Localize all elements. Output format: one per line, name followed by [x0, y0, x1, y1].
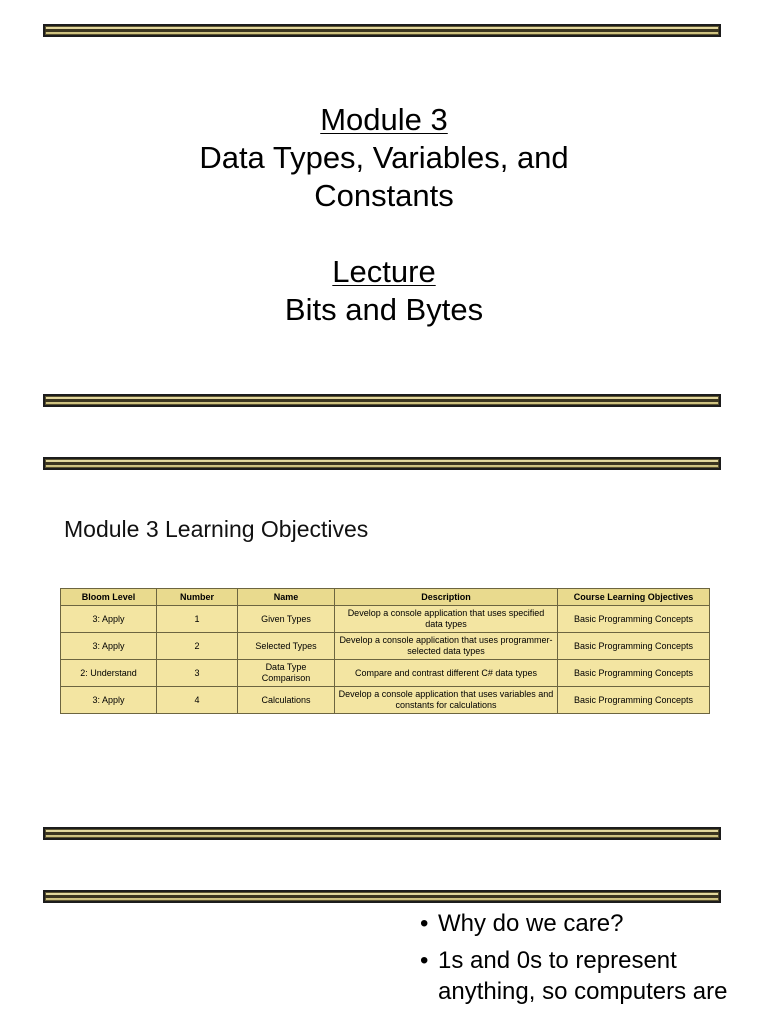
table-row	[61, 687, 710, 714]
table-cell: 3: Apply	[61, 606, 157, 633]
module-title-line1: Data Types, Variables, and	[199, 140, 569, 175]
table-header-row	[61, 589, 710, 606]
table-cell: Data Type Comparison	[238, 660, 335, 687]
table-row	[61, 606, 710, 633]
table-cell: Basic Programming Concepts	[558, 660, 710, 687]
table-cell: Given Types	[238, 606, 335, 633]
bullet-marker: •	[420, 947, 429, 974]
table-cell: Develop a console application that uses variables and constants for calculations	[335, 687, 558, 714]
table-cell: Basic Programming Concepts	[558, 606, 710, 633]
bullet-marker: •	[420, 910, 429, 937]
table-cell: Calculations	[238, 687, 335, 714]
list-item	[420, 945, 750, 1007]
slide-border-bottom	[43, 827, 721, 840]
bullet-list	[420, 908, 750, 1013]
column-header: Course Learning Objectives	[558, 589, 710, 606]
table-cell: 2: Understand	[61, 660, 157, 687]
slide-border-bottom	[43, 394, 721, 407]
module-heading: Module 3	[320, 102, 448, 137]
lecture-heading: Lecture	[332, 254, 436, 289]
table-cell: 3: Apply	[61, 687, 157, 714]
module-title-line2: Constants	[314, 178, 454, 213]
table-cell: Develop a console application that uses programmer-selected data types	[335, 633, 558, 660]
bullet-text: Why do we care?	[438, 910, 624, 937]
slide-border-top	[43, 24, 721, 37]
table-row	[61, 660, 710, 687]
column-header: Bloom Level	[61, 589, 157, 606]
objectives-heading: Module 3 Learning Objectives	[64, 516, 369, 542]
table-cell: Compare and contrast different C# data types	[335, 660, 558, 687]
table-cell: Basic Programming Concepts	[558, 633, 710, 660]
table-row	[61, 633, 710, 660]
table-cell: 2	[157, 633, 238, 660]
table-cell: 3: Apply	[61, 633, 157, 660]
bullet-text: 1s and 0s to represent anything, so computers are	[438, 947, 728, 1005]
column-header: Name	[238, 589, 335, 606]
lecture-title: Bits and Bytes	[284, 292, 484, 327]
slide1-title-block	[84, 101, 684, 329]
slide-border-top	[43, 890, 721, 903]
table-cell: Develop a console application that uses specified data types	[335, 606, 558, 633]
table-cell: Selected Types	[238, 633, 335, 660]
table-cell: Basic Programming Concepts	[558, 687, 710, 714]
table-cell: 3	[157, 660, 238, 687]
table-cell: 1	[157, 606, 238, 633]
objectives-table	[60, 588, 710, 714]
column-header: Description	[335, 589, 558, 606]
column-header: Number	[157, 589, 238, 606]
list-item	[420, 908, 750, 939]
table-cell: 4	[157, 687, 238, 714]
slide-border-top	[43, 457, 721, 470]
